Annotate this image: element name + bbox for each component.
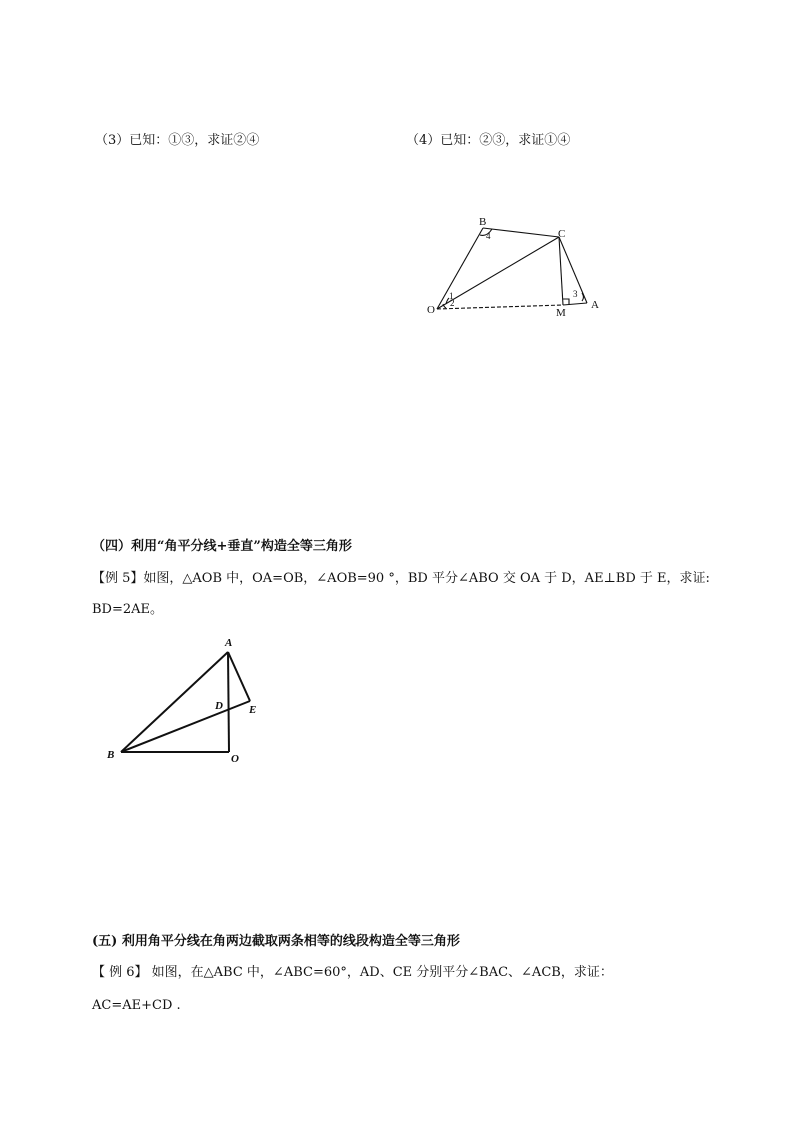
part3-statement: （3）已知：①③，求证②④ <box>95 133 260 148</box>
label-angle-2: 2 <box>450 298 455 308</box>
label-M: M <box>556 307 566 319</box>
segment-BA <box>121 652 228 752</box>
label-A: A <box>591 299 599 311</box>
segment-BE <box>121 701 250 752</box>
segment-AE <box>228 652 250 701</box>
section-4-title: （四）利用“角平分线+垂直”构造全等三角形 <box>92 539 352 554</box>
label-B: B <box>479 216 487 228</box>
label-D: D <box>215 700 223 712</box>
label-E: E <box>249 704 257 716</box>
example-5-line-2: BD=2AE。 <box>92 602 164 617</box>
label-angle-4: 4 <box>486 231 491 241</box>
example-6-line-1: 【 例 6】 如图，在△ABC 中，∠ABC=60°，AD、CE 分别平分∠BAC、∠ACB，求证： <box>92 965 613 980</box>
label-C: C <box>558 228 566 240</box>
segment-AO <box>228 652 229 752</box>
section-5-title: (五) 利用角平分线在角两边截取两条相等的线段构造全等三角形 <box>92 934 460 949</box>
example-5-line-1: 【例 5】如图，△AOB 中，OA=OB，∠AOB=90 °，BD 平分∠ABO 交 OA 于 D，AE⊥BD 于 E，求证: <box>92 571 710 586</box>
example-6-line-2: AC=AE+CD . <box>92 998 181 1013</box>
label-angle-1: 1 <box>449 291 454 301</box>
label-B: B <box>107 749 115 761</box>
label-O: O <box>231 753 239 765</box>
label-A: A <box>225 637 233 649</box>
label-angle-3: 3 <box>573 289 578 299</box>
part4-statement: （4）已知：②③，求证①④ <box>406 133 571 148</box>
label-O: O <box>427 304 435 316</box>
